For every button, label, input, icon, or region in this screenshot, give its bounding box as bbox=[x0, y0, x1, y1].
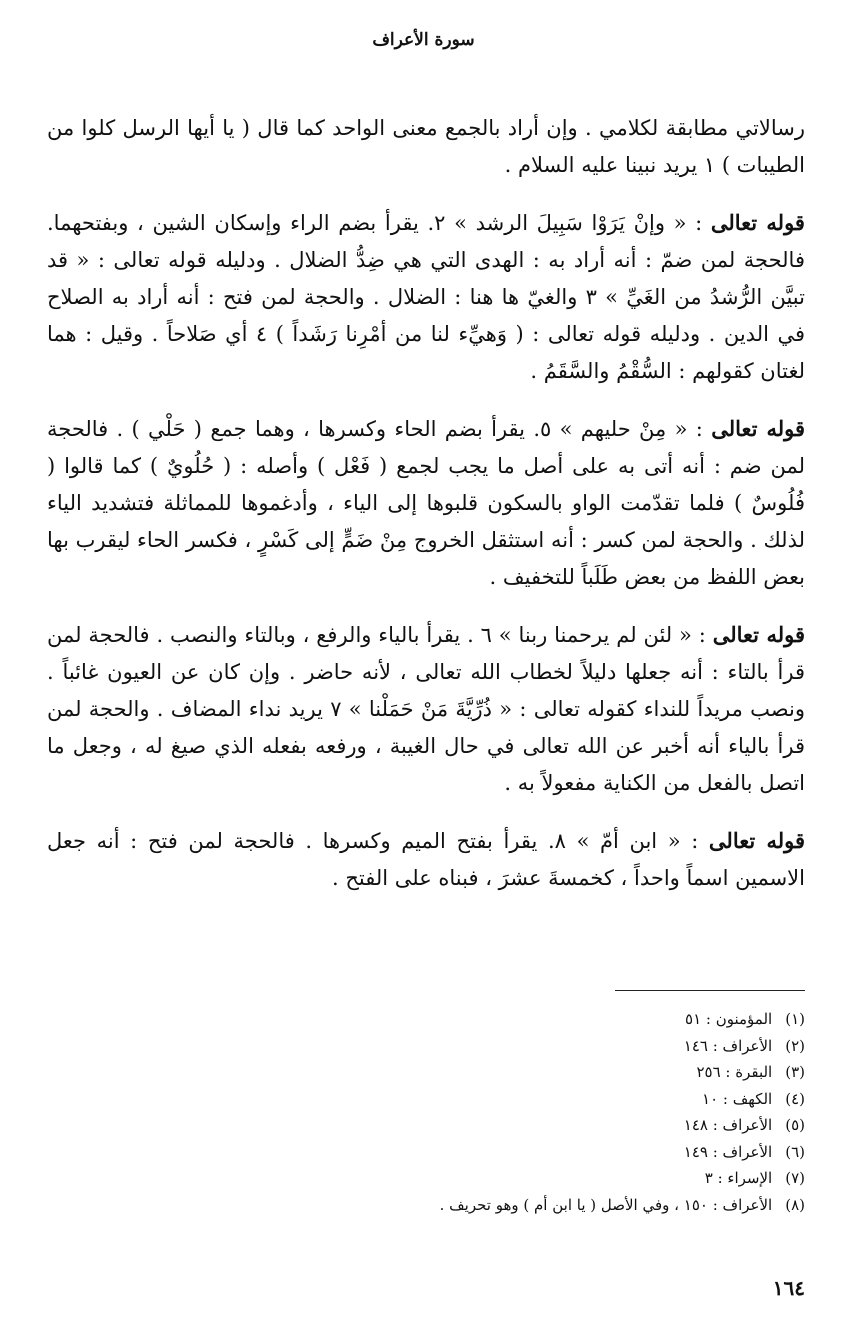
paragraph-text: : « وإنْ يَرَوْا سَبِيلَ الرشد » ٢. يقرأ بضم الراء وإسكان الشين ، وبفتحهما. فالحجة لمن ضمّ : أنه أراد به : الهدى التي هي ضِدُّ الضلال . ودليله قوله تعالى : « قد تبيَّن الرُّشدُ من الغَيِّ » ٣ والغيّ ها هنا : الضلال . والحجة لمن فتح : أنه أراد به الصلاح في الدين . ودليله قوله تعالى : ( وَهيِّء لنا من أمْرِنا رَشَداً ) ٤ أي صَلاحاً . وقيل : هما لغتان كقولهم : السُّقْمُ والسَّقَمُ . bbox=[47, 211, 805, 383]
paragraph-text: : « لئن لم يرحمنا ربنا » ٦ . يقرأ بالياء والرفع ، وبالتاء والنصب . فالحجة لمن قرأ بالتاء : أنه جعلها دليلاً لخطاب الله تعالى ، لأنه حاضر . وإن كان عن العيون غائباً . ونصب مريداً للنداء كقوله تعالى : « ذُرِّيَّةَ مَنْ حَمَلْنا » ٧ يريد نداء المضاف . والحجة لمن قرأ بالياء أنه أخبر عن الله تعالى في حال الغيبة ، ورفعه بفعله الذي صيغ له ، وجعل ما اتصل بالفعل من الكناية مفعولاً به . bbox=[47, 623, 805, 795]
footnote-number: (٢) bbox=[785, 1036, 805, 1055]
footnote-divider bbox=[615, 990, 805, 991]
footnote-item bbox=[305, 1112, 805, 1139]
footnote-item bbox=[305, 1006, 805, 1033]
footnote-text: الأعراف : ١٥٠ ، وفي الأصل ( يا ابن أم ) وهو تحريف . bbox=[439, 1195, 773, 1214]
body-text bbox=[47, 110, 805, 917]
footnote-text: الإسراء : ٣ bbox=[704, 1169, 773, 1187]
paragraph-label: قوله تعالى bbox=[708, 828, 805, 853]
paragraph-text: : « مِنْ حليهم » ٥. يقرأ بضم الحاء وكسرها ، وهما جمع ( حَلْي ) . فالحجة لمن ضم : أنه أتى به على أصل ما يجب لجمع ( فَعْل ) وأصله : ( حُلُويٌ ) كما قالوا ( فُلُوسٌ ) فلما تقدّمت الواو بالسكون قلبوها إلى الياء ، وأدغموها للمماثلة فتشديد الياء لذلك . والحجة لمن كسر : أنه استثقل الخروج مِنْ ضَمٍّ إلى كَسْرٍ ، فكسر الحاء ليقرب بها بعض اللفظ من بعض طَلَباً للتخفيف . bbox=[47, 417, 805, 589]
footnote-text: الكهف : ١٠ bbox=[702, 1089, 773, 1108]
paragraph-text: رسالاتي مطابقة لكلامي . وإن أراد بالجمع معنى الواحد كما قال ( يا أيها الرسل كلوا من الطيبات ) ١ يريد نبينا عليه السلام . bbox=[47, 116, 805, 177]
footnote-item bbox=[305, 1086, 805, 1113]
paragraph bbox=[47, 110, 805, 184]
footnote-number: (٣) bbox=[785, 1063, 805, 1081]
footnote-text: الأعراف : ١٤٨ bbox=[683, 1116, 773, 1134]
running-head: سورة الأعراف bbox=[372, 30, 475, 50]
footnote-number: (١) bbox=[785, 1010, 805, 1028]
footnote-text: الأعراف : ١٤٩ bbox=[683, 1142, 773, 1161]
footnote-item bbox=[305, 1059, 805, 1086]
paragraph bbox=[47, 204, 805, 390]
paragraph bbox=[47, 822, 805, 897]
paragraph-label: قوله تعالى bbox=[711, 416, 805, 441]
footnote-text: المؤمنون : ٥١ bbox=[685, 1010, 773, 1028]
footnote-item bbox=[305, 1139, 805, 1166]
footnote-item bbox=[305, 1165, 805, 1192]
paragraph bbox=[47, 410, 805, 596]
footnote-text: الأعراف : ١٤٦ bbox=[683, 1036, 773, 1055]
footnote-number: (٥) bbox=[785, 1116, 805, 1134]
paragraph-label: قوله تعالى bbox=[712, 622, 805, 647]
footnote-number: (٧) bbox=[785, 1169, 805, 1187]
page-number: ١٦٤ bbox=[772, 1276, 805, 1300]
footnote-text: البقرة : ٢٥٦ bbox=[696, 1063, 773, 1081]
footnote-number: (٤) bbox=[785, 1089, 805, 1108]
footnotes-list bbox=[305, 1006, 805, 1218]
footnote-number: (٦) bbox=[785, 1142, 805, 1161]
paragraph bbox=[47, 616, 805, 802]
paragraph-text: : « ابن أمّ » ٨. يقرأ بفتح الميم وكسرها . فالحجة لمن فتح : أنه جعل الاسمين اسماً واحداً ، كخمسةَ عشرَ ، فبناه على الفتح . bbox=[47, 829, 805, 890]
paragraph-label: قوله تعالى bbox=[710, 210, 805, 235]
footnote-item bbox=[305, 1192, 805, 1219]
footnote-number: (٨) bbox=[785, 1195, 805, 1214]
footnote-item bbox=[305, 1033, 805, 1060]
